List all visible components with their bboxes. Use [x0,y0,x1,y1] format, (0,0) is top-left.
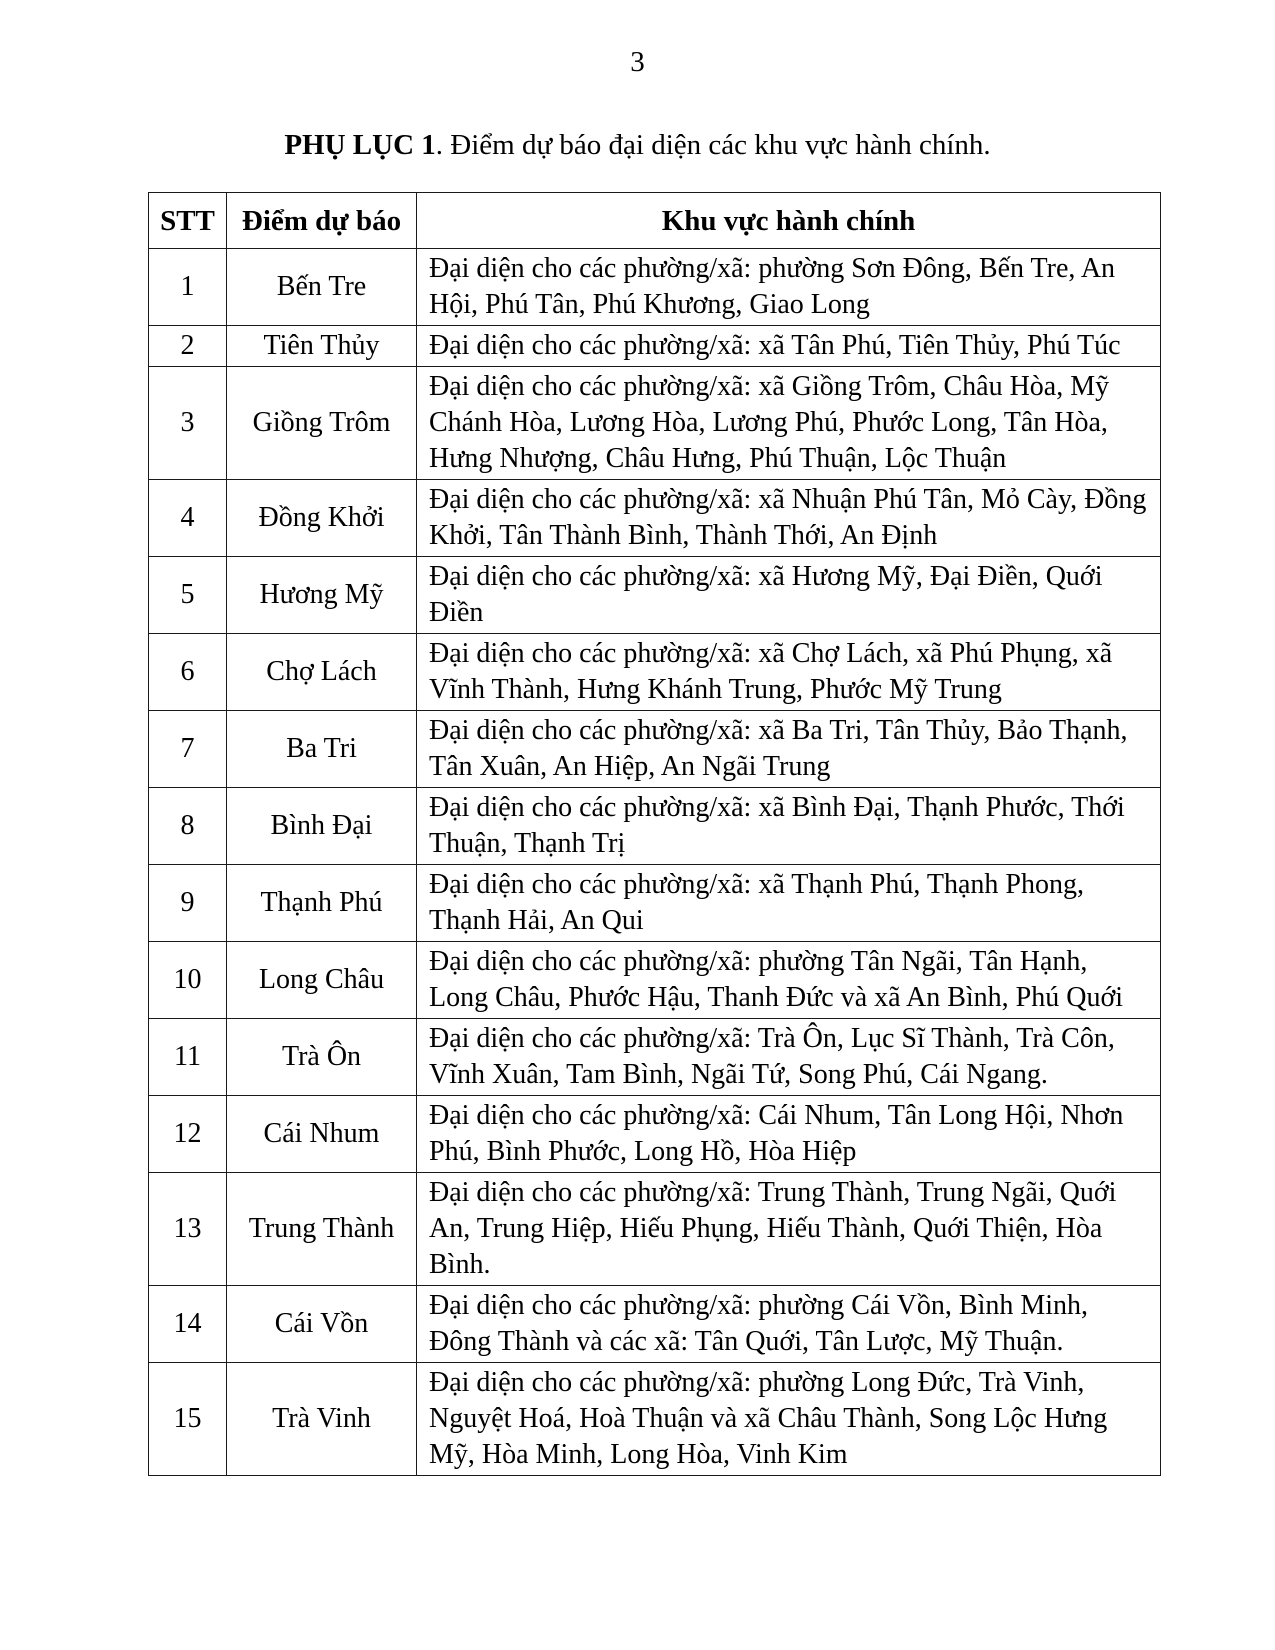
table-row [149,788,1161,865]
appendix-title [0,126,1275,164]
appendix-title-label: PHỤ LỤC 1 [284,129,436,161]
cell-forecast-point: Ba Tri [227,711,417,788]
table-row [149,1173,1161,1286]
cell-admin-area: Đại diện cho các phường/xã: xã Bình Đại, Thạnh Phước, Thới Thuận, Thạnh Trị [417,788,1161,865]
cell-forecast-point: Cái Nhum [227,1096,417,1173]
table-row [149,865,1161,942]
table-row [149,1019,1161,1096]
forecast-points-table [148,192,1161,1476]
cell-admin-area: Đại diện cho các phường/xã: phường Cái Vồn, Bình Minh, Đông Thành và các xã: Tân Quới, Tân Lược, Mỹ Thuận. [417,1286,1161,1363]
appendix-title-text: . Điểm dự báo đại diện các khu vực hành chính. [435,129,991,161]
cell-forecast-point: Tiên Thủy [227,326,417,367]
cell-admin-area: Đại diện cho các phường/xã: xã Chợ Lách, xã Phú Phụng, xã Vĩnh Thành, Hưng Khánh Trung, Phước Mỹ Trung [417,634,1161,711]
table-row [149,480,1161,557]
table-row [149,1363,1161,1476]
cell-admin-area: Đại diện cho các phường/xã: phường Long Đức, Trà Vinh, Nguyệt Hoá, Hoà Thuận và xã Châu Thành, Song Lộc Hưng Mỹ, Hòa Minh, Long Hòa, Vinh Kim [417,1363,1161,1476]
table-row [149,1096,1161,1173]
cell-stt: 15 [149,1363,227,1476]
table-row [149,326,1161,367]
cell-forecast-point: Trà Vinh [227,1363,417,1476]
cell-stt: 10 [149,942,227,1019]
cell-forecast-point: Trung Thành [227,1173,417,1286]
cell-stt: 3 [149,367,227,480]
table-row [149,1286,1161,1363]
table-row [149,711,1161,788]
cell-stt: 1 [149,249,227,326]
cell-stt: 9 [149,865,227,942]
cell-admin-area: Đại diện cho các phường/xã: Trung Thành, Trung Ngãi, Quới An, Trung Hiệp, Hiếu Phụng, Hiếu Thành, Quới Thiện, Hòa Bình. [417,1173,1161,1286]
column-header-admin-area: Khu vực hành chính [417,193,1161,249]
cell-stt: 4 [149,480,227,557]
cell-forecast-point: Long Châu [227,942,417,1019]
cell-forecast-point: Chợ Lách [227,634,417,711]
cell-stt: 8 [149,788,227,865]
page-number: 3 [630,46,645,78]
cell-stt: 12 [149,1096,227,1173]
cell-stt: 14 [149,1286,227,1363]
column-header-forecast-point: Điểm dự báo [227,193,417,249]
cell-stt: 2 [149,326,227,367]
cell-forecast-point: Cái Vồn [227,1286,417,1363]
cell-admin-area: Đại diện cho các phường/xã: xã Thạnh Phú, Thạnh Phong, Thạnh Hải, An Qui [417,865,1161,942]
table-row [149,249,1161,326]
table-row [149,942,1161,1019]
cell-forecast-point: Trà Ôn [227,1019,417,1096]
cell-forecast-point: Thạnh Phú [227,865,417,942]
table-header-row [149,193,1161,249]
cell-admin-area: Đại diện cho các phường/xã: Cái Nhum, Tân Long Hội, Nhơn Phú, Bình Phước, Long Hồ, Hòa Hiệp [417,1096,1161,1173]
cell-admin-area: Đại diện cho các phường/xã: phường Tân Ngãi, Tân Hạnh, Long Châu, Phước Hậu, Thanh Đức và xã An Bình, Phú Quới [417,942,1161,1019]
table-row [149,634,1161,711]
table-row [149,557,1161,634]
cell-forecast-point: Bến Tre [227,249,417,326]
cell-stt: 6 [149,634,227,711]
cell-admin-area: Đại diện cho các phường/xã: xã Hương Mỹ, Đại Điền, Quới Điền [417,557,1161,634]
cell-admin-area: Đại diện cho các phường/xã: xã Tân Phú, Tiên Thủy, Phú Túc [417,326,1161,367]
cell-forecast-point: Hương Mỹ [227,557,417,634]
cell-stt: 7 [149,711,227,788]
column-header-stt: STT [149,193,227,249]
cell-admin-area: Đại diện cho các phường/xã: xã Giồng Trôm, Châu Hòa, Mỹ Chánh Hòa, Lương Hòa, Lương Phú, Phước Long, Tân Hòa, Hưng Nhượng, Châu Hưng, Phú Thuận, Lộc Thuận [417,367,1161,480]
cell-stt: 5 [149,557,227,634]
cell-stt: 11 [149,1019,227,1096]
cell-stt: 13 [149,1173,227,1286]
cell-admin-area: Đại diện cho các phường/xã: Trà Ôn, Lục Sĩ Thành, Trà Côn, Vĩnh Xuân, Tam Bình, Ngãi Tứ, Song Phú, Cái Ngang. [417,1019,1161,1096]
cell-admin-area: Đại diện cho các phường/xã: xã Nhuận Phú Tân, Mỏ Cày, Đồng Khởi, Tân Thành Bình, Thành Thới, An Định [417,480,1161,557]
cell-forecast-point: Giồng Trôm [227,367,417,480]
cell-admin-area: Đại diện cho các phường/xã: phường Sơn Đông, Bến Tre, An Hội, Phú Tân, Phú Khương, Giao Long [417,249,1161,326]
cell-forecast-point: Bình Đại [227,788,417,865]
cell-admin-area: Đại diện cho các phường/xã: xã Ba Tri, Tân Thủy, Bảo Thạnh, Tân Xuân, An Hiệp, An Ngãi Trung [417,711,1161,788]
cell-forecast-point: Đồng Khởi [227,480,417,557]
table-row [149,367,1161,480]
